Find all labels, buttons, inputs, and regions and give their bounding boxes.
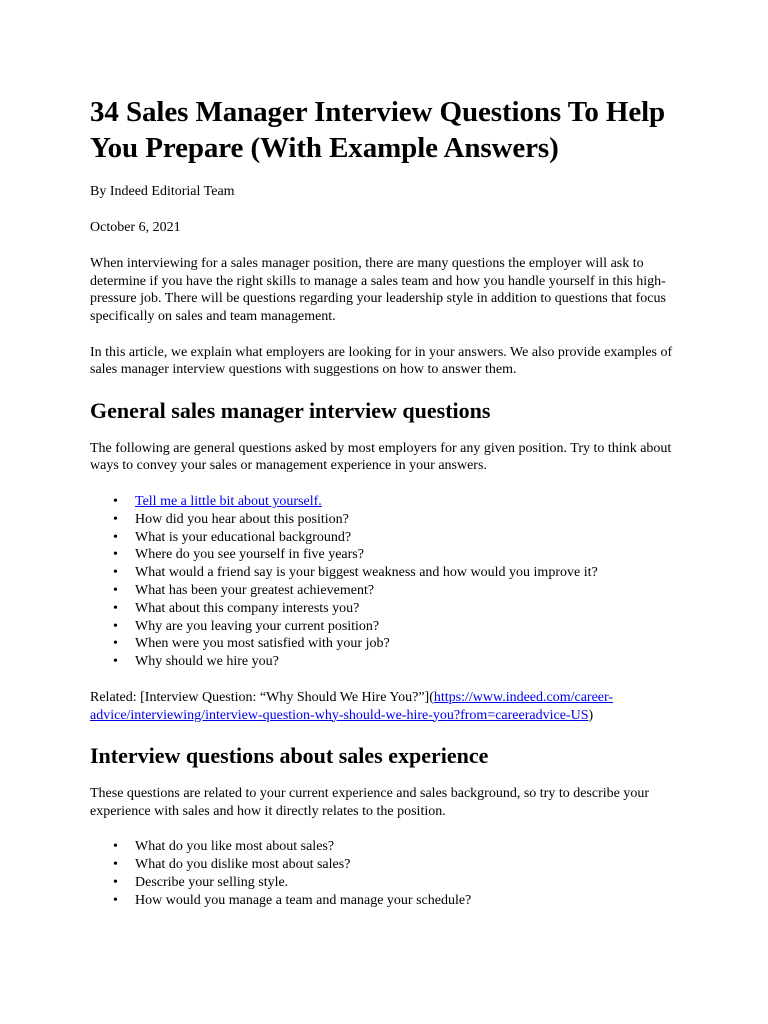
list-item <box>113 546 678 564</box>
bullet-icon: • <box>113 618 118 634</box>
list-item <box>113 511 678 529</box>
sales-section-intro: These questions are related to your current experience and sales background, so try to describe your experience with sales and how it directly relates to the position. <box>90 786 650 819</box>
related-suffix: ) <box>588 707 594 723</box>
bullet-icon: • <box>113 857 118 873</box>
bullet-icon: • <box>113 600 118 616</box>
bullet-icon: • <box>113 874 118 890</box>
list-item-text: Why are you leaving your current position? <box>135 618 380 634</box>
list-item-text: Describe your selling style. <box>135 874 289 890</box>
bullet-icon: • <box>113 565 118 581</box>
bullet-icon: • <box>113 493 118 509</box>
list-item <box>113 856 678 874</box>
bullet-icon: • <box>113 654 118 670</box>
list-item <box>113 635 678 653</box>
list-item <box>113 564 678 582</box>
list-item <box>113 892 678 910</box>
list-item <box>113 653 678 671</box>
list-item <box>113 874 678 892</box>
intro-paragraph: When interviewing for a sales manager position, there are many questions the employer will ask to determine if you have the right skills to manage a sales team and how you handle yourself in this high-pressure job. There will be questions regarding your leadership style in addition to questions that focus specifically on sales and team management. <box>90 256 666 324</box>
list-item <box>113 618 678 636</box>
list-item-text: What is your educational background? <box>135 529 352 545</box>
related-prefix: Related: [Interview Question: “Why Should We Hire You?”]( <box>90 689 434 705</box>
general-questions-list <box>90 493 678 671</box>
list-item-text: Why should we hire you? <box>135 654 279 670</box>
sales-questions-list <box>90 838 678 909</box>
intro-paragraph: In this article, we explain what employers are looking for in your answers. We also provide examples of sales manager interview questions with suggestions on how to answer them. <box>90 344 673 378</box>
link-tell-me-about-yourself[interactable]: Tell me a little bit about yourself. <box>135 493 322 509</box>
list-item-text: What about this company interests you? <box>135 600 360 616</box>
bullet-icon: • <box>113 547 118 563</box>
bullet-icon: • <box>113 529 118 545</box>
related-article-line <box>90 689 678 724</box>
bullet-icon: • <box>113 636 118 652</box>
general-section-intro: The following are general questions asked by most employers for any given position. Try to think about ways to convey your sales or management experience in your answers. <box>90 440 672 474</box>
list-item-text: When were you most satisfied with your job? <box>135 636 390 652</box>
list-item <box>113 529 678 547</box>
publish-date: October 6, 2021 <box>90 219 181 235</box>
bullet-icon: • <box>113 839 118 855</box>
list-item <box>113 600 678 618</box>
byline: By Indeed Editorial Team <box>90 184 235 199</box>
list-item-text: How did you hear about this position? <box>135 511 349 527</box>
list-item <box>113 493 678 511</box>
list-item-text: Where do you see yourself in five years? <box>135 547 364 563</box>
article-title: 34 Sales Manager Interview Questions To Help You Prepare (With Example Answers) <box>90 96 666 164</box>
list-item-text: What do you dislike most about sales? <box>135 857 351 873</box>
bullet-icon: • <box>113 582 118 598</box>
bullet-icon: • <box>113 892 118 908</box>
bullet-icon: • <box>113 511 118 527</box>
list-item-text: How would you manage a team and manage your schedule? <box>135 892 472 908</box>
related-article-link[interactable]: https://www.indeed.com/career-advice/interviewing/interview-question-why-should-we-hire-you?from=careeradvice-US <box>90 689 614 723</box>
list-item <box>113 582 678 600</box>
list-item-text: What has been your greatest achievement? <box>135 582 375 598</box>
list-item <box>113 838 678 856</box>
list-item-text: What would a friend say is your biggest weakness and how would you improve it? <box>135 565 598 581</box>
list-item-text: What do you like most about sales? <box>135 839 335 855</box>
section-heading-sales-experience: Interview questions about sales experience <box>90 743 489 769</box>
section-heading-general: General sales manager interview questions <box>90 397 491 423</box>
